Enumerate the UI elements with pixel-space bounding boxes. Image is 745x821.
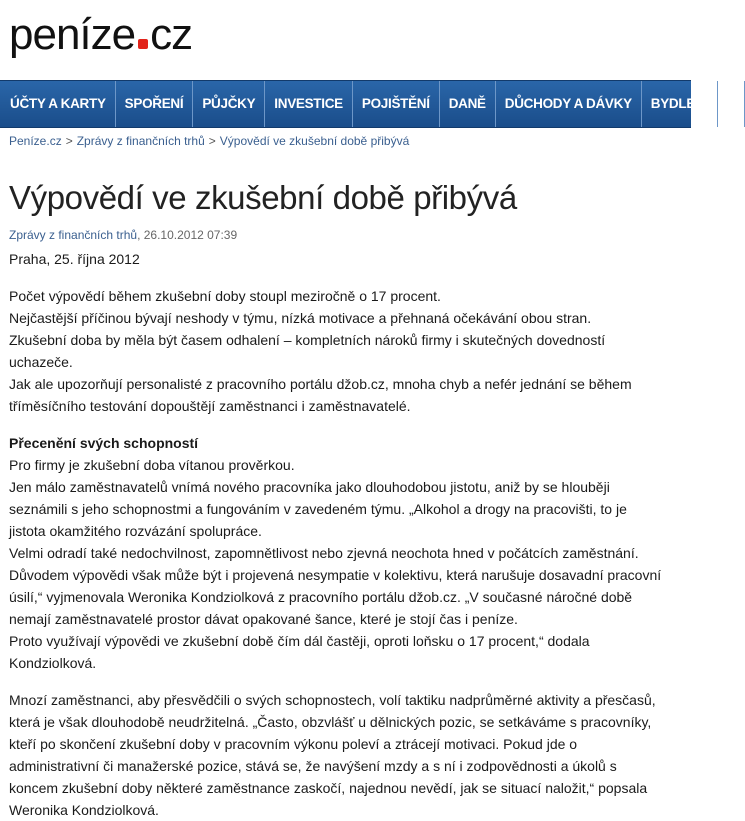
text-line: Pro firmy je zkušební doba vítanou prověrkou. (9, 457, 295, 473)
breadcrumb (9, 134, 409, 148)
text-line: jistota okamžitého rozvázání spolupráce. (9, 523, 262, 539)
nav-item-pojisteni[interactable]: POJIŠTĚNÍ (353, 81, 440, 127)
logo-text-main: peníze (9, 10, 136, 59)
nav-item-duchody-a-davky[interactable]: DŮCHODY A DÁVKY (496, 81, 642, 127)
article-datetime: 26.10.2012 07:39 (143, 228, 238, 242)
article-body (9, 248, 685, 821)
text-line: Důvodem výpovědi však může být i projevená nesympatie v kolektivu, která narušuje dosavadní pracovní (9, 567, 662, 583)
nav-item-investice[interactable]: INVESTICE (265, 81, 353, 127)
nav-item-sporeni[interactable]: SPOŘENÍ (116, 81, 194, 127)
text-line: Kondziolková. (9, 655, 97, 671)
paragraph-gap (9, 674, 685, 689)
breadcrumb-current[interactable]: Výpovědí ve zkušební době přibývá (219, 134, 410, 148)
text-line: Velmi odradí také nedochvilnost, zapomnětlivost nebo zjevná neochota hned v počátcích zaměstnání. (9, 545, 639, 561)
paragraph-gap (9, 417, 685, 432)
text-line: úsilí,“ vyjmenovala Weronika Kondziolková z pracovního portálu džob.cz. „V současné náročné době (9, 589, 633, 605)
text-line: administrativní či manažerské pozice, stává se, že navýšení mzdy a s ní i zodpovědnosti a úkolů s (9, 758, 617, 774)
breadcrumb-link-category[interactable]: Zprávy z finančních trhů (76, 134, 205, 148)
logo-dot-icon (138, 39, 148, 49)
article-title: Výpovědí ve zkušební době přibývá (9, 179, 517, 216)
text-line: Zkušební doba by měla být časem odhalení – kompletních nároků firmy i skutečných dovedností (9, 332, 606, 348)
article-subheading: Přecenění svých schopností (9, 435, 199, 451)
text-line: Nejčastější příčinou bývají neshody v týmu, nízká motivace a přehnaná očekávání obou stran. (9, 310, 592, 326)
text-line: která je však dlouhodobě neudržitelná. „Často, obzvlášť u dělnických pozic, se setkáváme s pracovníky, (9, 714, 652, 730)
text-line: nemají zaměstnavatelé prostor dávat opakované šance, které je stojí čas i peníze. (9, 611, 518, 627)
nav-item-overflow[interactable]: Z (718, 81, 745, 127)
text-line: seznámili s jeho schopnostmi a fungováním v zavedeném týmu. „Alkohol a drogy na pracovišti, to je (9, 501, 627, 517)
article-category-link[interactable]: Zprávy z finančních trhů (9, 228, 138, 242)
nav-item-ucty-a-karty[interactable]: ÚČTY A KARTY (0, 81, 116, 127)
article-paragraph-intro (9, 285, 685, 417)
article-dateline: Praha, 25. října 2012 (9, 251, 140, 267)
breadcrumb-separator: > (208, 134, 216, 148)
text-line: Weronika Kondziolková. (9, 802, 159, 818)
main-navigation (0, 80, 735, 128)
meta-separator: , (137, 228, 144, 242)
nav-item-dane[interactable]: DANĚ (440, 81, 496, 127)
text-line: Proto využívají výpovědi ve zkušební době čím dál častěji, oproti loňsku o 17 procent,“ dodala (9, 633, 590, 649)
text-line: Mnozí zaměstnanci, aby přesvědčili o svých schopnostech, volí taktiku nadprůměrné aktivity a přesčasů, (9, 692, 656, 708)
article-paragraph-2 (9, 454, 685, 674)
text-line: uchazeče. (9, 354, 73, 370)
text-line: Jak ale upozorňují personalisté z pracovního portálu džob.cz, mnoha chyb a nefér jednání se během (9, 376, 632, 392)
nav-item-pujcky[interactable]: PŮJČKY (193, 81, 265, 127)
text-line: koncem zkušební doby některé zaměstnance zaskočí, najednou nevědí, jak se situací naložit,“ popsala (9, 780, 648, 796)
text-line: kteří po skončení zkušební doby v pracovním výkonu poleví a ztrácejí motivaci. Pokud jde o (9, 736, 578, 752)
breadcrumb-link-home[interactable]: Peníze.cz (9, 134, 62, 148)
text-line: Počet výpovědí během zkušební doby stoupl meziročně o 17 procent. (9, 288, 441, 304)
text-line: Jen málo zaměstnavatelů vnímá nového pracovníka jako dlouhodobou jistotu, aniž by se hlouběji (9, 479, 610, 495)
article-paragraph-3 (9, 689, 685, 821)
article-meta (9, 228, 237, 242)
breadcrumb-separator: > (65, 134, 73, 148)
logo-text-domain: cz (150, 10, 193, 59)
text-line: tříměsíčního testování dopouštějí zaměstnanci i zaměstnavatelé. (9, 398, 411, 414)
nav-item-bydleni[interactable]: BYDLENÍ (642, 81, 718, 127)
site-logo[interactable] (9, 10, 192, 60)
